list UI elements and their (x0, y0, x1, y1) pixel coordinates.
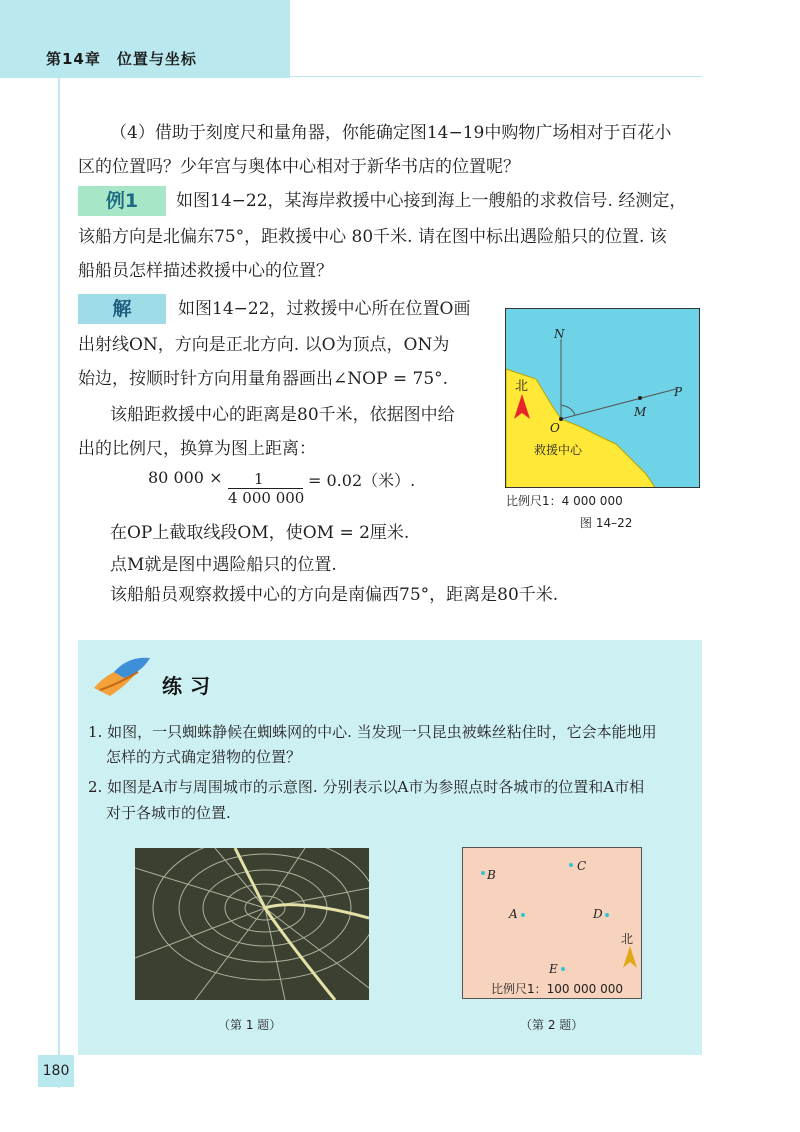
practice-item-1-line-2: 怎样的方式确定猎物的位置？ (106, 748, 302, 766)
map-north-label: 北 (621, 932, 634, 946)
coastline-land (506, 369, 656, 488)
practice-item-1-line-1: 1. 如图，一只蜘蛛静候在蜘蛛网的中心. 当发现一只昆虫被蛛丝粘住时，它会本能地用 (88, 723, 657, 741)
angle-arc (561, 405, 575, 415)
page-number: 180 (38, 1055, 74, 1087)
spider-web-photo (135, 848, 369, 1000)
practice-item-2-line-2: 对于各城市的位置. (106, 804, 231, 822)
city-b-label: B (487, 868, 496, 882)
formula-right: = 0.02（米）. (308, 471, 416, 490)
fraction-denominator: 4 000 000 (228, 489, 305, 507)
rescue-center-label: 救援中心 (534, 443, 583, 457)
city-a-label: A (509, 907, 518, 921)
city-b-dot (481, 871, 485, 875)
formula-left: 80 000 × (148, 468, 223, 487)
solution-line-5: 出的比例尺，换算为图上距离： (78, 439, 316, 459)
chapter-number: 第14章 (46, 50, 101, 68)
chapter-heading (46, 48, 197, 69)
solution-tag: 解 (78, 294, 166, 324)
figure-caption: 图 14–22 (580, 516, 633, 530)
city-map (462, 847, 642, 999)
header-rule (290, 76, 702, 77)
city-a-dot (521, 913, 525, 917)
point-m (638, 396, 642, 400)
label-p: P (674, 385, 683, 399)
margin-rule (58, 78, 60, 1088)
solution-line-7: 点M就是图中遇险船只的位置. (110, 555, 337, 575)
figure-scale: 比例尺1：4 000 000 (506, 494, 623, 508)
example-line-1: 如图14−22，某海岸救援中心接到海上一艘船的求救信号. 经测定， (176, 191, 687, 211)
ray-op (561, 389, 676, 419)
solution-line-1: 如图14−22，过救援中心所在位置O画 (178, 299, 471, 319)
city-e-label: E (549, 962, 558, 976)
map-scale: 比例尺1：100 000 000 (491, 982, 623, 996)
city-e-dot (561, 967, 565, 971)
example-line-3: 船船员怎样描述救援中心的位置？ (78, 261, 333, 281)
fraction-numerator: 1 (254, 470, 264, 488)
solution-line-3: 始边，按顺时针方向用量角器画出∠NOP = 75°. (78, 369, 449, 389)
label-m: M (634, 405, 647, 419)
example-line-2: 该船方向是北偏东75°，距救援中心 80千米. 请在图中标出遇险船只的位置. 该 (78, 227, 667, 247)
solution-line-2: 出射线ON，方向是正北方向. 以O为顶点，ON为 (78, 335, 450, 355)
label-o: O (550, 421, 560, 435)
chapter-name: 位置与坐标 (116, 50, 197, 68)
city-d-label: D (593, 907, 603, 921)
north-label: 北 (515, 379, 529, 394)
north-arrow-icon (623, 946, 637, 968)
example-tag: 例1 (78, 186, 166, 216)
solution-line-6: 在OP上截取线段OM，使OM = 2厘米. (110, 523, 410, 543)
q4-line-1: （4）借助于刻度尺和量角器，你能确定图14−19中购物广场相对于百花小 (110, 123, 672, 143)
caption-q1: （第 1 题） (218, 1018, 282, 1032)
solution-line-4: 该船距救援中心的距离是80千米，依据图中给 (110, 405, 455, 425)
caption-q2: （第 2 题） (520, 1018, 584, 1032)
city-c-dot (569, 863, 573, 867)
city-c-label: C (577, 859, 587, 873)
city-d-dot (605, 913, 609, 917)
practice-item-2-line-1: 2. 如图是A市与周围城市的示意图. 分别表示以A市为参照点时各城市的位置和A市相 (88, 778, 645, 796)
solution-line-8: 该船船员观察救援中心的方向是南偏西75°，距离是80千米. (110, 585, 559, 605)
practice-icon (90, 654, 154, 700)
rescue-map-figure (505, 308, 700, 488)
label-n: N (554, 327, 565, 341)
practice-title: 练习 (162, 674, 218, 698)
q4-line-2: 区的位置吗？少年宫与奥体中心相对于新华书店的位置呢？ (78, 157, 520, 177)
